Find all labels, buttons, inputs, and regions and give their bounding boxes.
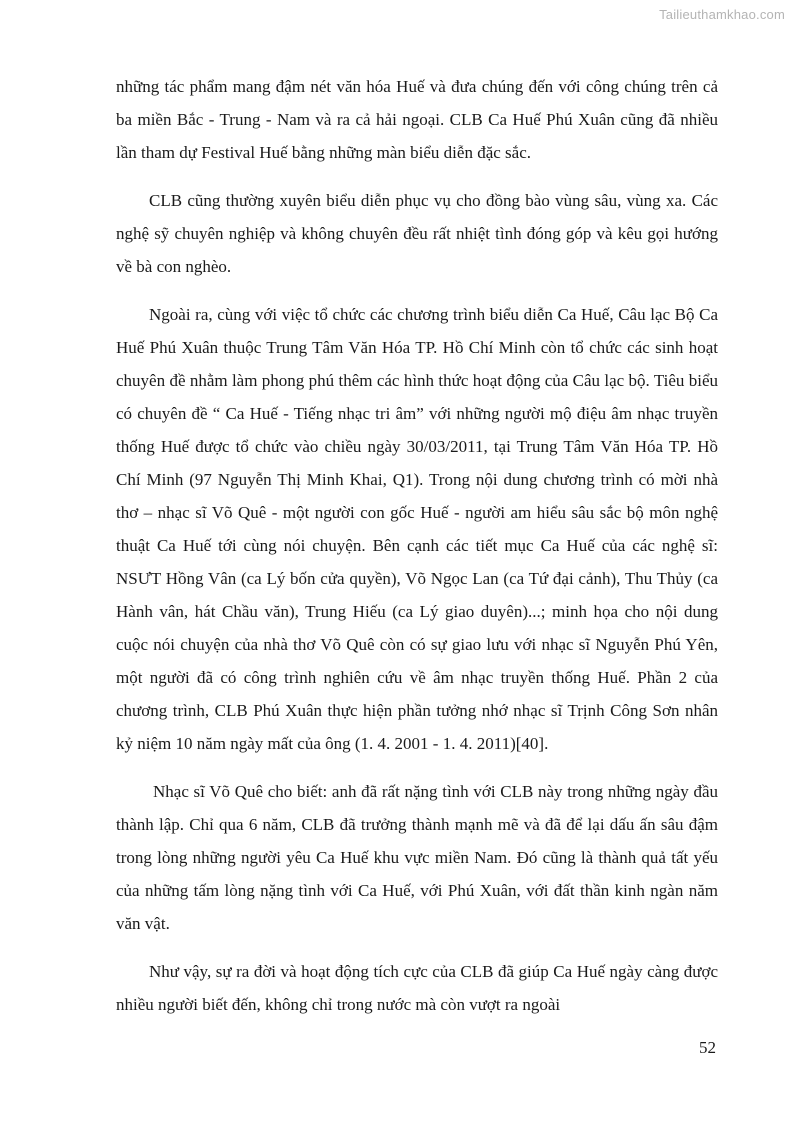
paragraph-vo-que-quote: Nhạc sĩ Võ Quê cho biết: anh đã rất nặng tình với CLB này trong những ngày đầu thành lập. Chỉ qua 6 năm, CLB đã trưởng thành mạnh mẽ và đã để lại dấu ấn sâu đậm trong lòng những người yêu Ca Huế khu vực miền Nam. Đó cũng là thành quả tất yếu của những tấm lòng nặng tình với Ca Huế, với Phú Xuân, với đất thần kinh ngàn năm văn vật. <box>116 782 718 933</box>
paragraph-special-topics: Ngoài ra, cùng với việc tổ chức các chương trình biểu diễn Ca Huế, Câu lạc Bộ Ca Huế Phú Xuân thuộc Trung Tâm Văn Hóa TP. Hồ Chí Minh còn tổ chức các sinh hoạt chuyên đề nhằm làm phong phú thêm các hình thức hoạt động của Câu lạc bộ. Tiêu biểu có chuyên đề “ Ca Huế - Tiếng nhạc tri âm” với những người mộ điệu âm nhạc truyền thống Huế được tổ chức vào chiều ngày 30/03/2011, tại Trung Tâm Văn Hóa TP. Hồ Chí Minh (97 Nguyễn Thị Minh Khai, Q1). Trong nội dung chương trình có mời nhà thơ – nhạc sĩ Võ Quê - một người con gốc Huế - người am hiểu sâu sắc bộ môn nghệ thuật Ca Huế tới cùng nói chuyện. Bên cạnh các tiết mục Ca Huế của các nghệ sĩ: NSƯT Hồng Vân (ca Lý bốn cửa quyền), Võ Ngọc Lan (ca Tứ đại cảnh), Thu Thủy (ca Hành vân, hát Chầu văn), Trung Hiếu (ca Lý giao duyên)...; minh họa cho nội dung cuộc nói chuyện của nhà thơ Võ Quê còn có sự giao lưu với nhạc sĩ Nguyễn Phú Yên, một người đã có công trình nghiên cứu về âm nhạc truyền thống Huế. Phần 2 của chương trình, CLB Phú Xuân thực hiện phần tưởng nhớ nhạc sĩ Trịnh Công Sơn nhân kỷ niệm 10 năm ngày mất của ông (1. 4. 2001 - 1. 4. 2011)[40]. <box>116 305 718 753</box>
document-body <box>116 70 718 1036</box>
paragraph-outreach: CLB cũng thường xuyên biểu diễn phục vụ cho đồng bào vùng sâu, vùng xa. Các nghệ sỹ chuyên nghiệp và không chuyên đều rất nhiệt tình đóng góp và kêu gọi hướng về bà con nghèo. <box>116 191 718 276</box>
paragraph-continuation: những tác phẩm mang đậm nét văn hóa Huế và đưa chúng đến với công chúng trên cả ba miền Bắc - Trung - Nam và ra cả hải ngoại. CLB Ca Huế Phú Xuân cũng đã nhiều lần tham dự Festival Huế bằng những màn biểu diễn đặc sắc. <box>116 77 718 162</box>
watermark-text: Tailieuthamkhao.com <box>659 7 785 22</box>
page-number: 52 <box>699 1038 716 1057</box>
paragraph-conclusion: Như vậy, sự ra đời và hoạt động tích cực của CLB đã giúp Ca Huế ngày càng được nhiều người biết đến, không chỉ trong nước mà còn vượt ra ngoài <box>116 962 718 1014</box>
